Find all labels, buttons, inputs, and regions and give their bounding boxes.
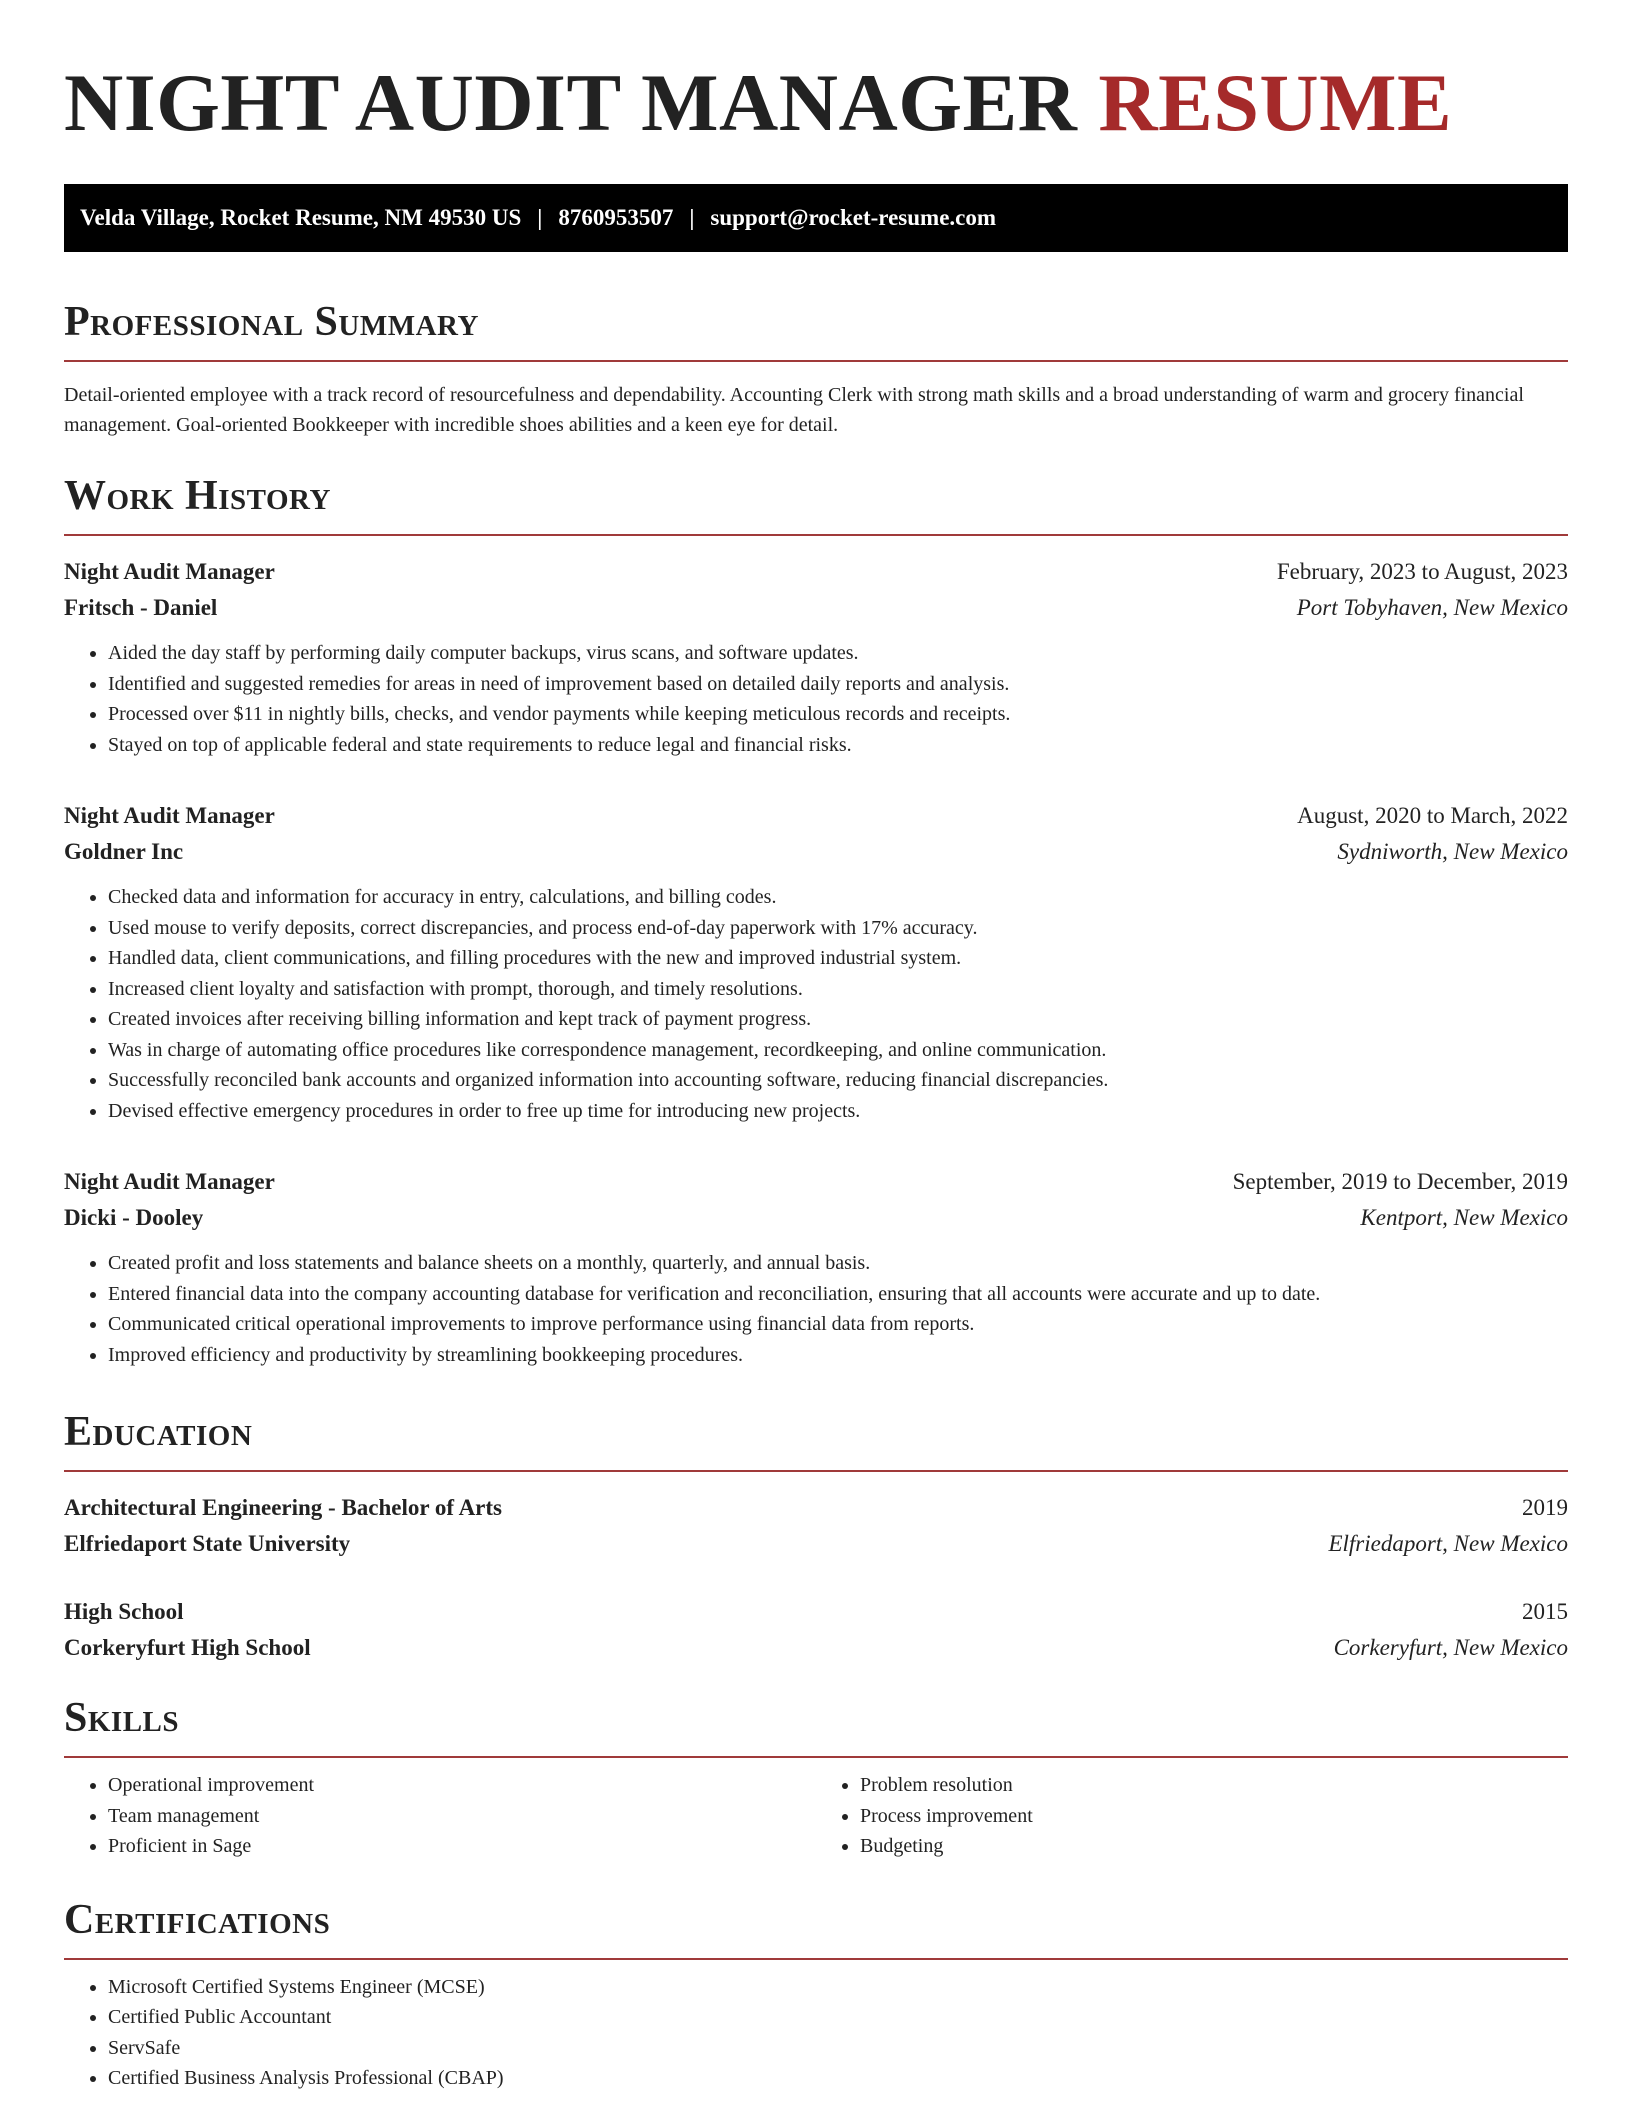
list-item: • Microsoft Certified Systems Engineer (MCSE) [108,1972,1568,2003]
section-divider [64,1958,1568,1960]
list-item: • Budgeting [860,1831,1568,1862]
school-location: Elfriedaport, New Mexico [1328,1531,1568,1556]
section-heading: Professional Summary [64,299,479,345]
job-bullets [64,638,1568,760]
job-entry [64,554,1568,760]
job-location: Sydniworth, New Mexico [1337,839,1568,864]
list-item: • Certified Business Analysis Professional (CBAP) [108,2063,1568,2094]
section-heading: Education [64,1409,253,1455]
contact-email: support@rocket-resume.com [710,205,997,230]
list-item: • ServSafe [108,2033,1568,2064]
work-history-section [64,470,1568,1370]
contact-address: Velda Village, Rocket Resume, NM 49530 US [80,205,522,230]
skills-section [64,1692,1568,1862]
list-item: • Successfully reconciled bank accounts and organized information into accounting software, reducing financial discrepancies. [108,1065,1568,1096]
job-dates: September, 2019 to December, 2019 [1232,1169,1568,1194]
title-main: NIGHT AUDIT MANAGER [64,57,1078,148]
list-item: • Process improvement [860,1801,1568,1832]
job-title: Night Audit Manager [64,559,275,584]
education-section [64,1406,1568,1666]
section-heading: Skills [64,1695,180,1741]
list-item: • Team management [108,1801,816,1832]
graduation-year: 2019 [1522,1495,1568,1520]
list-item: • Stayed on top of applicable federal and state requirements to reduce legal and financial risks. [108,730,1568,761]
job-title: Night Audit Manager [64,803,275,828]
job-company: Goldner Inc [64,839,184,864]
list-item: • Entered financial data into the company accounting database for verification and reconciliation, ensuring that all accounts were accurate and up to date. [108,1279,1568,1310]
job-bullets [64,1248,1568,1370]
list-item: • Created invoices after receiving billing information and kept track of payment progress. [108,1004,1568,1035]
title-accent: RESUME [1098,57,1453,148]
list-item: • Used mouse to verify deposits, correct discrepancies, and process end-of-day paperwork with 17% accuracy. [108,913,1568,944]
school-name: Corkeryfurt High School [64,1635,311,1660]
job-company: Fritsch - Daniel [64,595,218,620]
job-title: Night Audit Manager [64,1169,275,1194]
job-entry [64,798,1568,1126]
list-item: • Problem resolution [860,1770,1568,1801]
skills-list-right [816,1770,1568,1862]
list-item: • Proficient in Sage [108,1831,816,1862]
graduation-year: 2015 [1522,1599,1568,1624]
list-item: • Operational improvement [108,1770,816,1801]
job-location: Kentport, New Mexico [1360,1205,1568,1230]
contact-separator: | [537,205,543,230]
job-location: Port Tobyhaven, New Mexico [1296,595,1568,620]
list-item: • Aided the day staff by performing daily computer backups, virus scans, and software updates. [108,638,1568,669]
job-entry [64,1164,1568,1370]
school-location: Corkeryfurt, New Mexico [1333,1635,1568,1660]
list-item: • Devised effective emergency procedures in order to free up time for introducing new projects. [108,1096,1568,1127]
degree: High School [64,1599,184,1624]
job-bullets [64,882,1568,1126]
list-item: • Improved efficiency and productivity by streamlining bookkeeping procedures. [108,1340,1568,1371]
list-item: • Handled data, client communications, and filling procedures with the new and improved industrial system. [108,943,1568,974]
contact-phone: 8760953507 [558,205,674,230]
school-name: Elfriedaport State University [64,1531,351,1556]
list-item: • Increased client loyalty and satisfaction with prompt, thorough, and timely resolutions. [108,974,1568,1005]
certifications-list [64,1972,1568,2094]
job-dates: February, 2023 to August, 2023 [1276,559,1568,584]
list-item: • Certified Public Accountant [108,2002,1568,2033]
list-item: • Was in charge of automating office procedures like correspondence management, recordkeeping, and online communication. [108,1035,1568,1066]
skills-grid [64,1770,1568,1862]
list-item: • Checked data and information for accuracy in entry, calculations, and billing codes. [108,882,1568,913]
section-heading: Certifications [64,1896,331,1943]
list-item: • Processed over $11 in nightly bills, checks, and vendor payments while keeping meticulous records and receipts. [108,699,1568,730]
contact-bar [64,184,1568,252]
certifications-section [64,1894,1568,2094]
degree: Architectural Engineering - Bachelor of Arts [64,1495,502,1520]
resume-title [64,0,1568,148]
list-item: • Created profit and loss statements and balance sheets on a monthly, quarterly, and annual basis. [108,1248,1568,1279]
list-item: • Communicated critical operational improvements to improve performance using financial data from reports. [108,1309,1568,1340]
list-item: • Identified and suggested remedies for areas in need of improvement based on detailed daily reports and analysis. [108,669,1568,700]
summary-text: Detail-oriented employee with a track record of resourcefulness and dependability. Accounting Clerk with strong math skills and a broad understanding of warm and grocery financial management. Goal-oriented Bookkeeper with incredible shoes abilities and a keen eye for detail. [64,384,1524,436]
section-divider [64,534,1568,536]
section-divider [64,1470,1568,1472]
skills-list-left [64,1770,816,1862]
education-entry [64,1594,1568,1666]
summary-section [64,296,1568,440]
job-dates: August, 2020 to March, 2022 [1297,803,1568,828]
section-divider [64,360,1568,362]
section-divider [64,1756,1568,1758]
contact-separator: | [689,205,695,230]
education-entry [64,1490,1568,1562]
job-company: Dicki - Dooley [64,1205,204,1230]
section-heading: Work History [64,473,331,519]
